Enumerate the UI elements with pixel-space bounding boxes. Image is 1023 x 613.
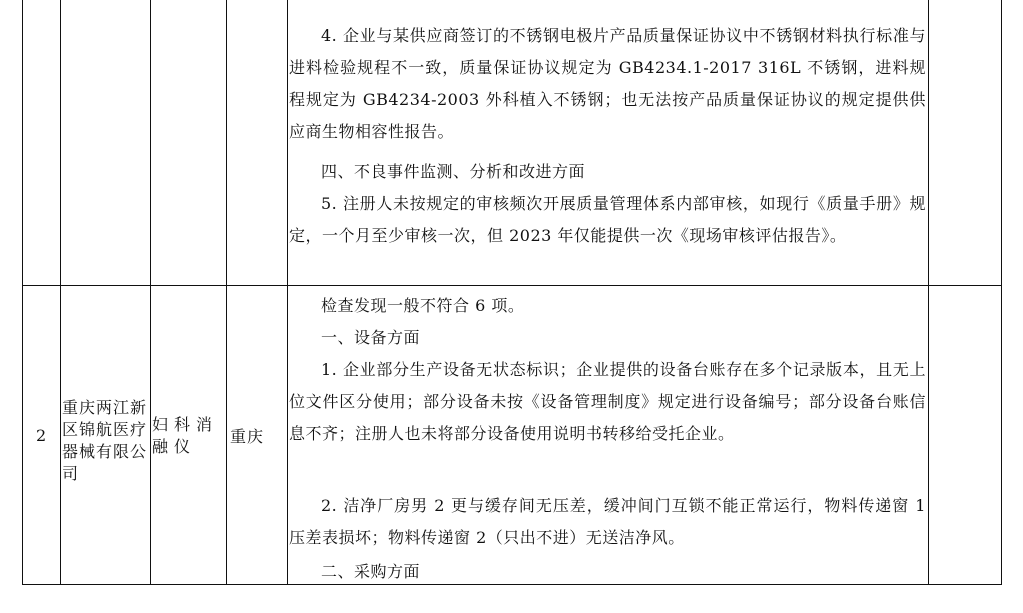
column-divider bbox=[226, 0, 227, 584]
product-name: 妇科消融仪 bbox=[152, 415, 219, 456]
column-divider bbox=[60, 0, 61, 584]
row-index: 2 bbox=[36, 426, 48, 445]
region: 重庆 bbox=[230, 427, 265, 446]
finding-paragraph: 4. 企业与某供应商签订的不锈钢电极片产品质量保证协议中不锈钢材料执行标准与进料检验规程不一致，质量保证协议规定为 GB4234.1-2017 316L 不锈钢，进料规程规定为 GB4234-2003 外科植入不锈钢；也无法按产品质量保证协议的规定提供供应商生物相容性报告。 bbox=[289, 26, 926, 141]
row-divider bbox=[22, 285, 1002, 286]
company-name: 重庆两江新区锦航医疗器械有限公司 bbox=[62, 398, 148, 483]
table-border-left bbox=[22, 0, 23, 584]
finding-paragraph: 2. 洁净厂房男 2 更与缓存间无压差，缓冲间门互锁不能正常运行，物料传递窗 1 压差表损坏；物料传递窗 2（只出不进）无送洁净风。 bbox=[289, 496, 926, 547]
finding-paragraph: 5. 注册人未按规定的审核频次开展质量管理体系内部审核，如现行《质量手册》规定，一个月至少审核一次，但 2023 年仅能提供一次《现场审核评估报告》。 bbox=[289, 194, 926, 245]
section-heading: 二、采购方面 bbox=[321, 562, 421, 581]
section-heading: 一、设备方面 bbox=[321, 328, 421, 347]
column-divider bbox=[287, 0, 288, 584]
column-divider bbox=[150, 0, 151, 584]
table-border-right bbox=[1001, 0, 1002, 584]
column-divider bbox=[928, 0, 929, 584]
summary-paragraph: 检查发现一般不符合 6 项。 bbox=[321, 296, 525, 315]
section-heading: 四、不良事件监测、分析和改进方面 bbox=[321, 162, 586, 181]
finding-paragraph: 1. 企业部分生产设备无状态标识；企业提供的设备台账存在多个记录版本，且无上位文件区分使用；部分设备未按《设备管理制度》规定进行设备编号；部分设备台账信息不齐；注册人也未将部分设备使用说明书转移给受托企业。 bbox=[289, 360, 926, 443]
